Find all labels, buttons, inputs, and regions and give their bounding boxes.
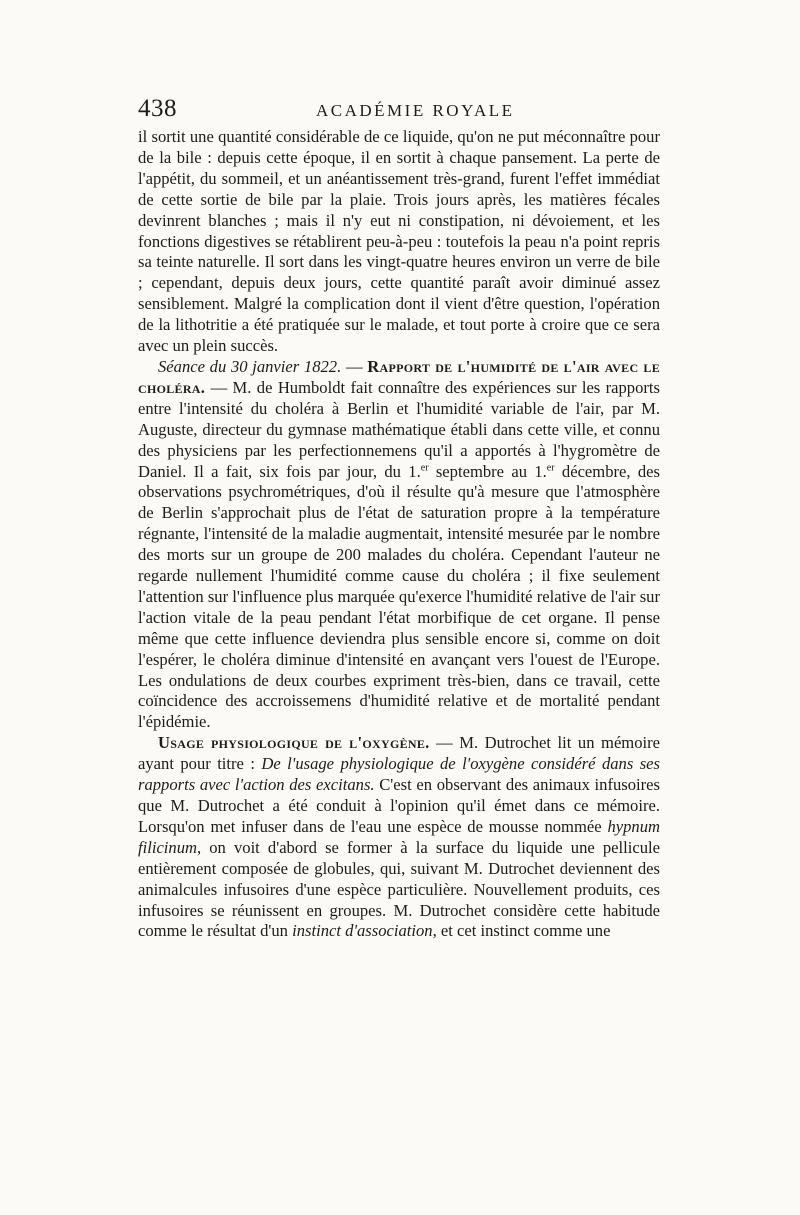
session-date: Séance du 30 janvier 1822. [158,356,342,376]
running-title: ACADÉMIE ROYALE [316,101,515,120]
paragraph-text: , on voit d'abord se former à la surface du liquide une pellicule entièrement composée de globules, qui, suivant M. Dutrochet deviennent des animalcules infusoires d'une espèce particulière. Nouvellement produits, ces infusoires se réunissent en groupes. M. Dutrochet considère cette habitude comme le résultat d'un [138,837,660,941]
paragraph-text: décembre, des observations psychrométriques, d'où il résulte qu'à mesure que l'atmosphère de Berlin s'approchait plus de l'état de saturation propre à la température régnante, l'intensité de la maladie augmentait, intensité mesurée par le nombre des morts sur un groupe de 200 malades du choléra. Cependant l'auteur ne regarde nullement l'humidité comme cause du choléra ; il fixe seulement l'attention sur l'influence plus marquée qu'exerce l'humidité relative de l'air sur l'action vitale de la peau pendant l'état morbifique de cet organe. Il pense même que cette influence deviendra plus sensible encore si, comme on doit l'espérer, le choléra diminue d'intensité en avançant vers l'ouest de l'Europe. Les ondulations de deux courbes expriment très-bien, dans ce travail, cette coïncidence des accroissemens d'humidité relative et de mortalité pendant l'épidémie. [138,461,660,732]
paragraph-text: — M. de Humboldt fait connaître des expériences sur les rapports entre l'intensité du choléra à Berlin et l'humidité variable de l'air, par M. Auguste, directeur du gymnase mathématique établi dans cette ville, et connu des physiciens par les perfectionnemens qu'il a apportés à l'hygromètre de Daniel. Il a fait, six fois par jour, du 1. [138,377,660,481]
paragraph-bile-case: il sortit une quantité considérable de ce liquide, qu'on ne put méconnaître pour de la bile : depuis cette époque, il en sortit à chaque pansement. La perte de l'appétit, du sommeil, et un anéantissement très-grand, furent l'effet immédiat de cette sortie de bile par la plaie. Trois jours après, les matières fécales devinrent blanches ; mais il n'y eut ni constipation, ni dévoiement, et les fonctions digestives se rétablirent peu-à-peu : toutefois la peau n'a point repris sa teinte naturelle. Il sort dans les vingt-quatre heures environ un verre de bile ; cependant, depuis deux jours, cette quantité paraît avoir diminué assez sensiblement. Malgré la complication dont il vient d'être question, l'opération de la lithotritie a été pratiquée sur le malade, et tout porte à croire que ce sera avec un plein succès. [138,127,660,356]
superscript: er [546,461,555,473]
species-name: hypnum filicinum [138,816,660,857]
body-text [138,127,660,942]
dash: — [341,356,368,376]
emphasis-term: instinct d'association [292,921,433,941]
paragraph-text: C'est en observant des animaux infusoires que M. Dutrochet a été conduit à l'opinion qu'il émet dans ce mémoire. Lorsqu'on met infuser dans de l'eau une espèce de mousse nommée [138,775,660,836]
paragraph-text: , et cet instinct comme une [432,921,611,941]
paragraph-text: — M. Dutrochet lit un mémoire ayant pour titre : [138,733,661,774]
page-number: 438 [138,95,177,122]
paragraph-oxygen [138,733,660,942]
section-title-humidity: Rapport de l'humidité de l'air avec le choléra. [138,356,661,397]
memoir-title: De l'usage physiologique de l'oxygène considéré dans ses rapports avec l'action des excitans. [138,754,660,795]
page-header [138,95,660,127]
paragraph-text: septembre au 1. [428,461,547,481]
superscript: er [420,461,429,473]
section-title-oxygen: Usage physiologique de l'oxygène. [158,733,430,753]
paragraph-humidity-cholera [138,357,660,733]
